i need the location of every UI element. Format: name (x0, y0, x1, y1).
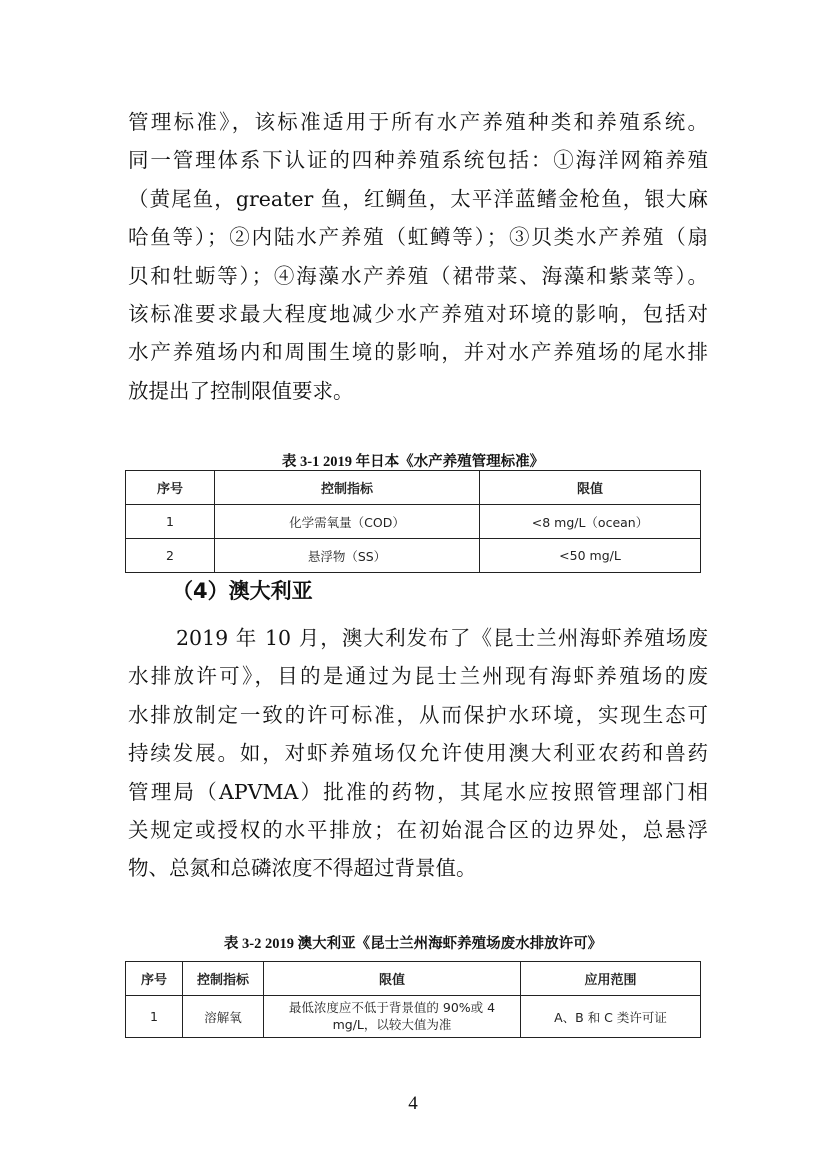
section-heading: （4）澳大利亚 (172, 579, 313, 603)
table-row (126, 505, 701, 539)
header-cell: 序号 (126, 962, 183, 996)
header-cell: 限值 (480, 471, 701, 505)
table-cell: <8 mg/L（ocean） (480, 505, 701, 539)
text-line: 放提出了控制限值要求。 (128, 378, 354, 403)
table-cell: A、B 和 C 类许可证 (521, 996, 701, 1038)
table-header-row (126, 471, 701, 505)
table-cell: 化学需氧量（COD） (215, 505, 480, 539)
text-line: 该标准要求最大程度地减少水产养殖对环境的影响，包括对 (128, 301, 708, 326)
text-line: 管理标准》，该标准适用于所有水产养殖种类和养殖系统。 (128, 110, 708, 134)
table-cell: 悬浮物（SS） (215, 539, 480, 573)
text-line: 管理局（APVMA）批准的药物，其尾水应按照管理部门相 (128, 779, 708, 804)
text-line: 贝和牡蛎等）；④海藻水产养殖（裙带菜、海藻和紫菜等）。 (128, 263, 708, 288)
table-1 (125, 470, 701, 573)
text-line: 物、总氮和总磷浓度不得超过背景值。 (128, 856, 477, 881)
text-line: 持续发展。如，对虾养殖场仅允许使用澳大利亚农药和兽药 (128, 741, 708, 766)
table-cell: 溶解氧 (183, 996, 264, 1038)
text-line: 同一管理体系下认证的四种养殖系统包括：①海洋网箱养殖 (128, 148, 708, 173)
table-2 (125, 961, 701, 1038)
table-row (126, 539, 701, 573)
table-row (126, 996, 701, 1038)
text-line: 2019 年 10 月，澳大利发布了《昆士兰州海虾养殖场废 (176, 626, 708, 650)
text-line: （黄尾鱼，greater 鱼，红鲷鱼，太平洋蓝鳍金枪鱼，银大麻 (128, 186, 708, 211)
table-cell: <50 mg/L (480, 539, 701, 573)
header-cell: 控制指标 (183, 962, 264, 996)
table-cell: 最低浓度应不低于背景值的 90%或 4 mg/L，以较大值为准 (264, 996, 521, 1038)
header-cell: 应用范围 (521, 962, 701, 996)
table-2-caption: 表 3-2 2019 澳大利亚《昆士兰州海虾养殖场废水排放许可》 (223, 936, 603, 952)
table-cell: 2 (126, 539, 215, 573)
text-line: 水排放许可》，目的是通过为昆士兰州现有海虾养殖场的废 (128, 664, 708, 689)
text-line: 水产养殖场内和周围生境的影响，并对水产养殖场的尾水排 (128, 340, 708, 365)
header-cell: 序号 (126, 471, 215, 505)
header-cell: 限值 (264, 962, 521, 996)
paragraph-1 (128, 103, 708, 410)
table-header-row (126, 962, 701, 996)
header-cell: 控制指标 (215, 471, 480, 505)
text-line: 水排放制定一致的许可标准，从而保护水环境，实现生态可 (128, 702, 708, 727)
page-number: 4 (408, 1093, 418, 1114)
text-line: 哈鱼等）；②内陆水产养殖（虹鳟等）；③贝类水产养殖（扇 (128, 225, 708, 250)
text-line: 关规定或授权的水平排放；在初始混合区的边界处，总悬浮 (128, 817, 708, 842)
paragraph-2 (128, 619, 708, 888)
table-cell: 1 (126, 996, 183, 1038)
table-cell: 1 (126, 505, 215, 539)
table-1-caption: 表 3-1 2019 年日本《水产养殖管理标准》 (281, 454, 545, 470)
